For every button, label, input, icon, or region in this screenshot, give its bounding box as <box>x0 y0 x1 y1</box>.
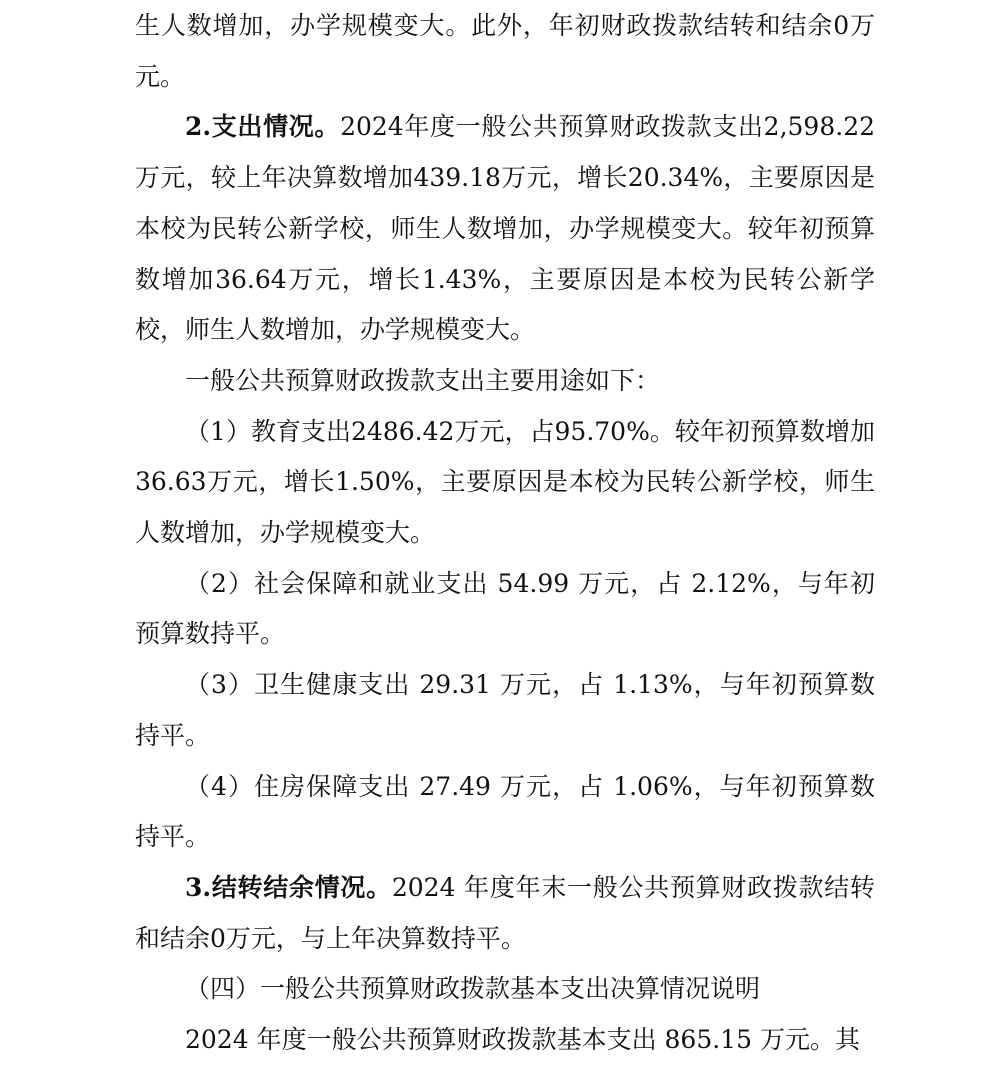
paragraph-continuation: 生人数增加，办学规模变大。此外，年初财政拨款结转和结余0万元。 <box>135 11 875 91</box>
expenditure-body: 2024年度一般公共预算财政拨款支出2,598.22万元，较上年决算数增加439.18万元，增长20.34%，主要原因是本校为民转公新学校，师生人数增加，办学规模变大。较年初预算数增加36.64万元，增长1.43%，主要原因是本校为民转公新学校，师生人数增加，办学规模变大。 <box>135 112 876 345</box>
paragraph-housing: （4）住房保障支出 27.49 万元，占 1.06%，与年初预算数持平。 <box>135 771 875 852</box>
carryover-body: 2024 年度年末一般公共预算财政拨款结转和结余0万元，与上年决算数持平。 <box>135 872 875 953</box>
carryover-heading: 3.结转结余情况。 <box>185 872 392 902</box>
paragraph-expenditure <box>135 102 875 356</box>
expenditure-heading: 2.支出情况。 <box>185 112 341 142</box>
paragraph-basic-expenditure: 2024 年度一般公共预算财政拨款基本支出 865.15 万元。其 <box>185 1025 860 1055</box>
paragraph-education: （1）教育支出2486.42万元，占95.70%。较年初预算数增加36.63万元，增长1.50%，主要原因是本校为民转公新学校，师生人数增加，办学规模变大。 <box>135 416 875 548</box>
paragraph-carryover <box>135 863 875 964</box>
document-page <box>135 0 875 1066</box>
paragraph-social-security: （2）社会保障和就业支出 54.99 万元，占 2.12%，与年初预算数持平。 <box>135 568 875 649</box>
paragraph-uses-intro: 一般公共预算财政拨款支出主要用途如下： <box>185 365 661 395</box>
section-heading-basic-expenditure: （四）一般公共预算财政拨款基本支出决算情况说明 <box>185 974 761 1004</box>
paragraph-health: （3）卫生健康支出 29.31 万元，占 1.13%，与年初预算数持平。 <box>135 670 875 750</box>
